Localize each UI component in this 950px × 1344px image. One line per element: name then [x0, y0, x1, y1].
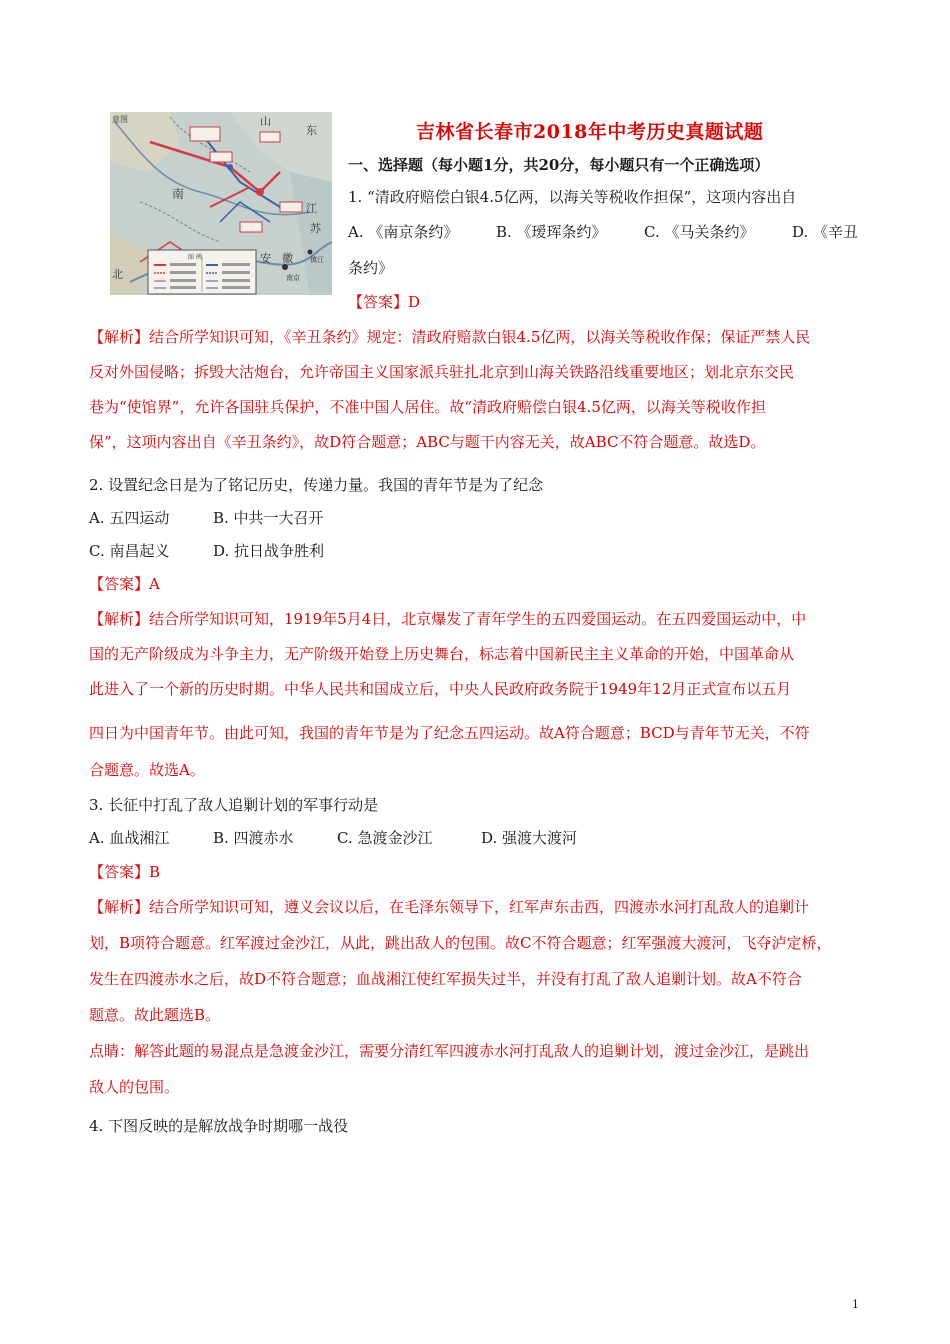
battle-map-image [110, 112, 332, 295]
question-stem: 3. 长征中打乱了敌人追剿计划的军事行动是 [89, 796, 379, 814]
analysis-line: 国的无产阶级成为斗争主力，无产阶级开始登上历史舞台，标志着中国新民主主义革命的开始，中国革命从 [89, 645, 795, 663]
page-title: 吉林省长春市2018年中考历史真题试题 [416, 121, 764, 143]
question-stem: 2. 设置纪念日是为了铭记历史，传递力量。我国的青年节是为了纪念 [89, 476, 544, 494]
option-d-continued: 条约》 [348, 259, 394, 277]
option-b: B. 中共一大召开 [213, 509, 324, 527]
map-province-label: 北 [112, 268, 123, 281]
question-options [348, 222, 858, 242]
analysis-line: 【解析】结合所学知识可知，1919年5月4日，北京爆发了青年学生的五四爱国运动。在五四爱国运动中，中 [89, 610, 807, 628]
question-stem: 4. 下图反映的是解放战争时期哪一战役 [89, 1117, 349, 1135]
option-a: A. 血战湘江 [89, 829, 170, 847]
page-number: 1 [852, 1298, 859, 1311]
analysis-line: 合题意。故选A。 [89, 761, 205, 779]
map-province-label: 苏 [310, 222, 321, 235]
analysis-line: 此进入了一个新的历史时期。中华人民共和国成立后，中央人民政府政务院于1949年12月正式宣布以五月 [89, 680, 792, 698]
map-province-label: 徽 [282, 252, 293, 265]
option-c: C. 急渡金沙江 [337, 829, 433, 847]
analysis-line: 巷为“使馆界”，允许各国驻兵保护，不准中国人居住。故“清政府赔偿白银4.5亿两，以海关等税收作担 [89, 398, 766, 416]
map-province-label: 南 [172, 187, 185, 201]
option-c: C. 《马关条约》 [644, 223, 755, 241]
tip-line: 敌人的包围。 [89, 1078, 180, 1096]
analysis-line: 题意。故此题选B。 [89, 1006, 221, 1024]
option-b: B. 四渡赤水 [213, 829, 294, 847]
option-d: D. 抗日战争胜利 [213, 542, 325, 560]
analysis-line: 反对外国侵略；拆毁大沽炮台，允许帝国主义国家派兵驻扎北京到山海关铁路沿线重要地区；划北京东交民 [89, 363, 795, 381]
analysis-line: 【解析】结合所学知识可知，遵义会议以后，在毛泽东领导下，红军声东击西，四渡赤水河打乱敌人的追剿计 [89, 898, 810, 916]
map-province-label: 安 [260, 252, 271, 265]
tip-line: 点睛：解答此题的易混点是急渡金沙江，需要分清红军四渡赤水河打乱敌人的追剿计划，渡过金沙江，是跳出 [89, 1042, 810, 1060]
answer-label: 【答案】D [348, 293, 421, 311]
question-options [89, 541, 324, 561]
map-corner-label: 意图 [112, 115, 128, 124]
answer-label: 【答案】A [89, 575, 160, 593]
analysis-line: 发生在四渡赤水之后，故D不符合题意；血战湘江使红军损失过半，并没有打乱了敌人追剿计划。故A不符合 [89, 970, 802, 988]
option-c: C. 南昌起义 [89, 542, 170, 560]
option-d: D. 强渡大渡河 [481, 829, 578, 847]
analysis-line: 【解析】结合所学知识可知，《辛丑条约》规定：清政府赔款白银4.5亿两，以海关等税收作保；保证严禁人民 [89, 328, 811, 346]
option-a: A. 五四运动 [89, 509, 170, 527]
option-b: B. 《瑷珲条约》 [496, 223, 607, 241]
question-options [89, 508, 324, 528]
map-province-label: 东 [306, 124, 317, 137]
option-d: D. 《辛丑 [792, 223, 859, 241]
section-heading: 一、选择题（每小题1分，共20分，每小题只有一个正确选项） [348, 156, 770, 174]
analysis-line: 划，B项符合题意。红军渡过金沙江，从此，跳出敌人的包围。故C不符合题意；红军强渡大渡河，飞夺泸定桥， [89, 934, 832, 952]
map-province-label: 山 [260, 115, 271, 128]
map-city-label: 南京 [286, 274, 300, 282]
question-stem: 1. “清政府赔偿白银4.5亿两，以海关等税收作担保”，这项内容出自 [348, 188, 797, 206]
map-legend-title: 图 例 [188, 254, 202, 261]
map-city-label: 镇江 [310, 256, 324, 264]
analysis-line: 保”，这项内容出自《辛丑条约》，故D符合题意；ABC与题干内容无关，故ABC不符合题意。故选D。 [89, 433, 766, 451]
option-a: A. 《南京条约》 [348, 223, 459, 241]
question-options [89, 828, 577, 848]
map-province-label: 江 [306, 202, 317, 215]
answer-label: 【答案】B [89, 863, 161, 881]
analysis-line: 四日为中国青年节。由此可知，我国的青年节是为了纪念五四运动。故A符合题意；BCD与青年节无关，不符 [89, 724, 810, 742]
